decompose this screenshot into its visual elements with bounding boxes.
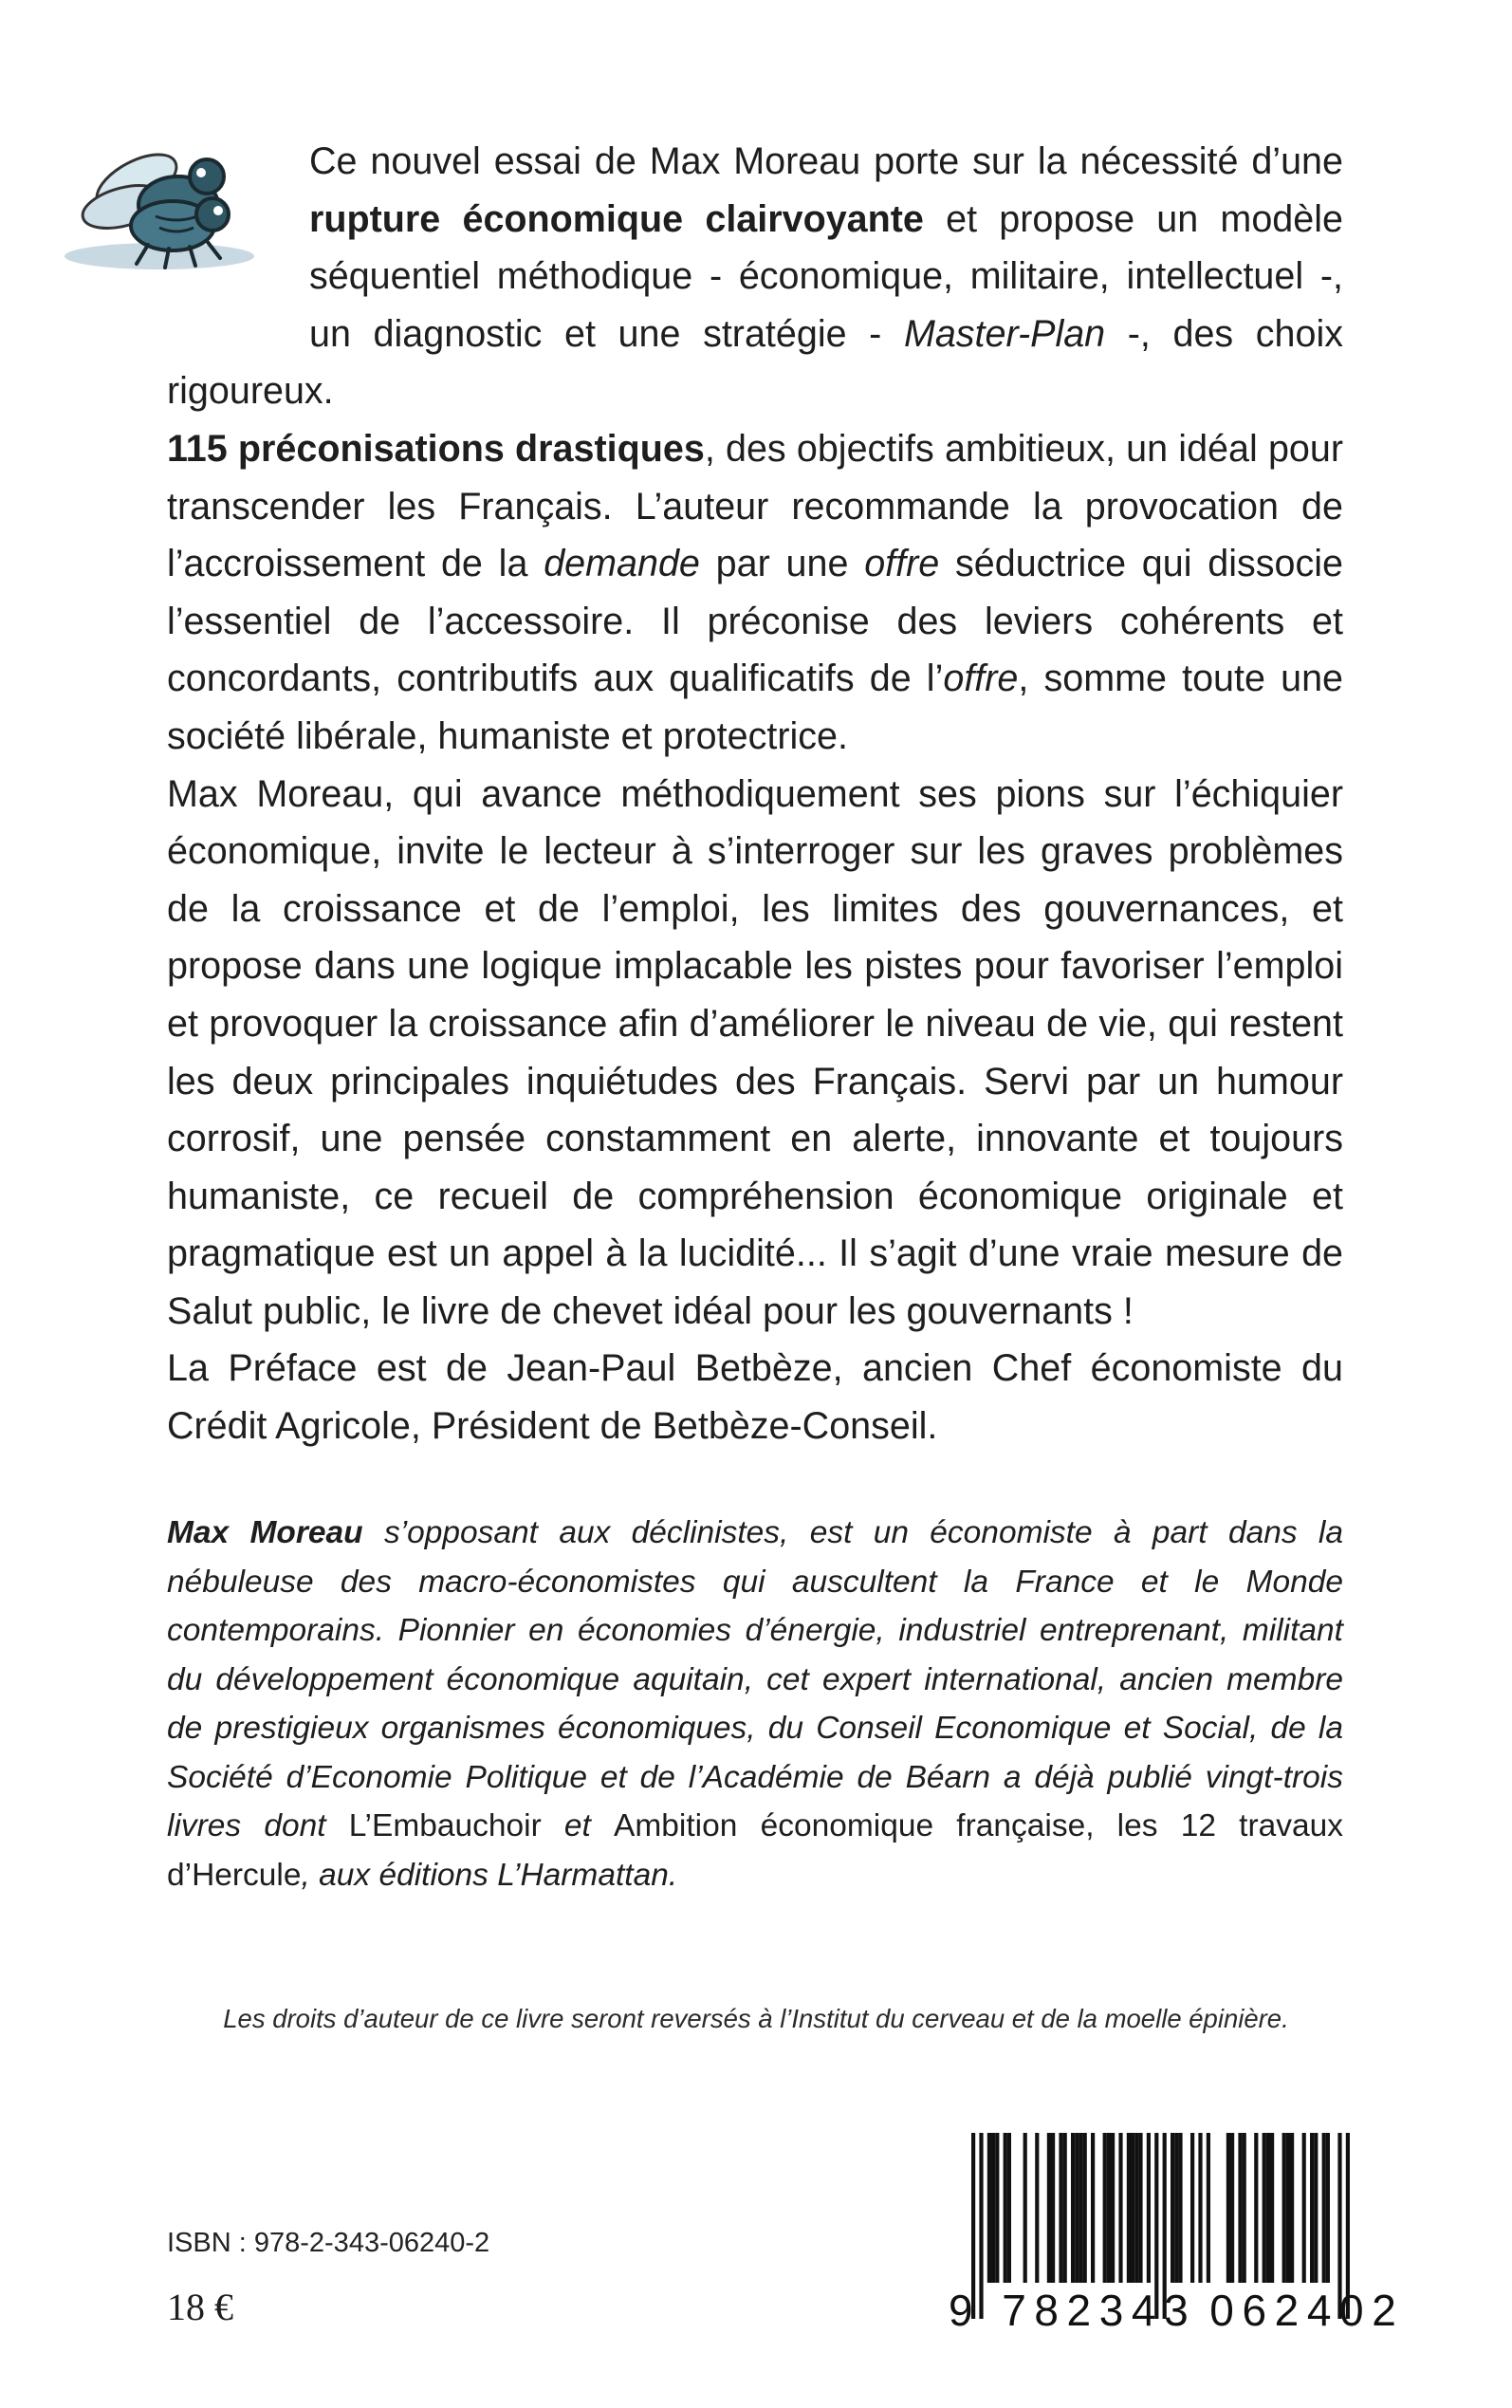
barcode-bar [1290, 2133, 1294, 2283]
barcode-bar [1270, 2133, 1274, 2283]
barcode-bar [1107, 2133, 1111, 2283]
barcode-bar [1171, 2133, 1174, 2283]
barcode-bar [1075, 2133, 1079, 2283]
blurb-paragraph-1 [167, 133, 1343, 420]
blurb-italic-text: offre [864, 543, 940, 585]
barcode-bar [1198, 2133, 1202, 2283]
author-name: Max Moreau [167, 1515, 363, 1550]
barcode-bar [1004, 2133, 1007, 2283]
barcode-bar [995, 2133, 999, 2283]
rights-notice: Les droits d’auteur de ce livre seront reversés à l’Institut du cerveau et de la moelle épinière. [223, 2004, 1289, 2033]
barcode-bar [1207, 2133, 1210, 2283]
barcode-bar [1063, 2133, 1067, 2283]
barcode-bar [1127, 2133, 1131, 2283]
barcode-bar [1243, 2133, 1246, 2283]
blurb-paragraph-2 [167, 420, 1343, 766]
barcode-bar [1238, 2133, 1242, 2283]
barcode-bar [1071, 2133, 1075, 2283]
barcode-bar [1174, 2133, 1178, 2283]
barcode-bar [1282, 2133, 1286, 2283]
blurb-paragraph-3: Max Moreau, qui avance méthodiquement ses pions sur l’échiquier économique, invite le lecteur à s’interroger sur les graves problèmes de la croissance et de l’emploi, les limites des gouvernances, et propose dans une logique implacable les pistes pour favoriser l’emploi et provoquer la croissance afin d’améliorer le niveau de vie, qui restent les deux principales inquiétudes des Français. Servi par un humour corrosif, une pensée constamment en alerte, innovante et toujours humaniste, ce recueil de compréhension économique originale et pragmatique est un appel à la lucidité... Il s’agit d’une vraie mesure de Salut public, le livre de chevet idéal pour les gouvernants ! [167, 772, 1343, 1332]
barcode-digits [949, 2285, 1405, 2336]
book-title: L’Embauchoir [348, 1808, 542, 1843]
blurb-paragraph-4: La Préface est de Jean-Paul Betbèze, ancien Chef économiste du Crédit Agricole, Président de Betbèze-Conseil. [167, 1347, 1343, 1448]
barcode-bar [1007, 2133, 1011, 2283]
barcode-bar [1322, 2133, 1326, 2283]
blurb-italic-text: offre [943, 658, 1019, 700]
barcode-bar [1023, 2133, 1027, 2283]
barcode-bar [1083, 2133, 1087, 2283]
author-bio [167, 1509, 1343, 1899]
bio-text: s’opposant aux déclinistes, est un économiste à part dans la nébuleuse des macro-économistes qui auscultent la France et le Monde contemporains. Pionnier en économies d’énergie, industriel entreprenant, militant du développement économique aquitain, cet expert international, ancien membre de prestigieux organismes économiques, du Conseil Economique et Social, de la Société d’Economie Politique et de l’Académie de Béarn a déjà publié vingt-trois livres dont [167, 1515, 1343, 1843]
barcode-bar [1147, 2133, 1151, 2283]
back-cover-blurb [167, 133, 1343, 1455]
barcode-bar [1118, 2133, 1122, 2283]
blurb-italic-text: Master-Plan [903, 312, 1106, 355]
barcode-bar [1326, 2133, 1330, 2283]
blurb-text: séductrice qui dissocie l’essentiel de l’accessoire. Il préconise des leviers cohérents et concordants, contributifs aux qualificatifs de l’ [167, 543, 1343, 700]
price-label: 18 € [167, 2286, 233, 2328]
blurb-text: , somme toute une société libérale, humaniste et protectrice. [167, 658, 1343, 757]
barcode-left-group: 782343 [1002, 2286, 1197, 2335]
blurb-text: et propose un modèle séquentiel méthodique - économique, militaire, intellectuel -, un diagnostic et une stratégie - [309, 197, 1343, 355]
barcode-bar [1226, 2133, 1230, 2283]
blurb-bold-text: rupture économique clairvoyante [309, 197, 924, 240]
barcode-bar [1103, 2133, 1107, 2283]
blurb-text: par une [699, 543, 865, 585]
blurb-text: Ce nouvel essai de Max Moreau porte sur la nécessité d’une [309, 140, 1343, 182]
barcode-bar [1310, 2133, 1314, 2283]
barcode-bar [1051, 2133, 1055, 2283]
barcode-bar [1314, 2133, 1318, 2283]
book-title: Ambition économique française, les 12 travaux d’Hercule [167, 1808, 1343, 1893]
barcode-bar [1302, 2133, 1306, 2283]
barcode-bar [1263, 2133, 1266, 2283]
barcode-bar [1254, 2133, 1258, 2283]
barcode-bar [1059, 2133, 1062, 2283]
blurb-text: -, des choix rigoureux. [167, 312, 1343, 413]
barcode-bar [1047, 2133, 1051, 2283]
barcode-bar [1091, 2133, 1095, 2283]
isbn-label: ISBN : 978-2-343-06240-2 [167, 2228, 490, 2258]
blurb-text: , des objectifs ambitieux, un idéal pour transcender les Français. L’auteur recommande la provocation de l’accroissement de la [167, 427, 1344, 585]
barcode-bar [1178, 2133, 1182, 2283]
blurb-italic-text: demande [544, 543, 700, 585]
barcode-bar [1134, 2133, 1138, 2283]
barcode-bar [1138, 2133, 1142, 2283]
barcode-bar [1266, 2133, 1270, 2283]
barcode-bar [1035, 2133, 1039, 2283]
barcode-right-group: 062402 [1209, 2286, 1405, 2335]
barcode-bar [1131, 2133, 1134, 2283]
barcode-bar [1230, 2133, 1234, 2283]
illustration-spacer [167, 133, 309, 306]
barcode-bar [1111, 2133, 1115, 2283]
bio-text: et [541, 1808, 615, 1843]
barcode-first-digit: 9 [949, 2286, 982, 2335]
barcode-bar [1079, 2133, 1082, 2283]
barcode-bar [991, 2133, 995, 2283]
barcode-bar [987, 2133, 991, 2283]
bio-text: , aux éditions L’Harmattan. [301, 1857, 678, 1893]
barcode-bar [1190, 2133, 1194, 2283]
blurb-bold-text: 115 préconisations drastiques [167, 427, 705, 470]
barcode-bar [1286, 2133, 1290, 2283]
